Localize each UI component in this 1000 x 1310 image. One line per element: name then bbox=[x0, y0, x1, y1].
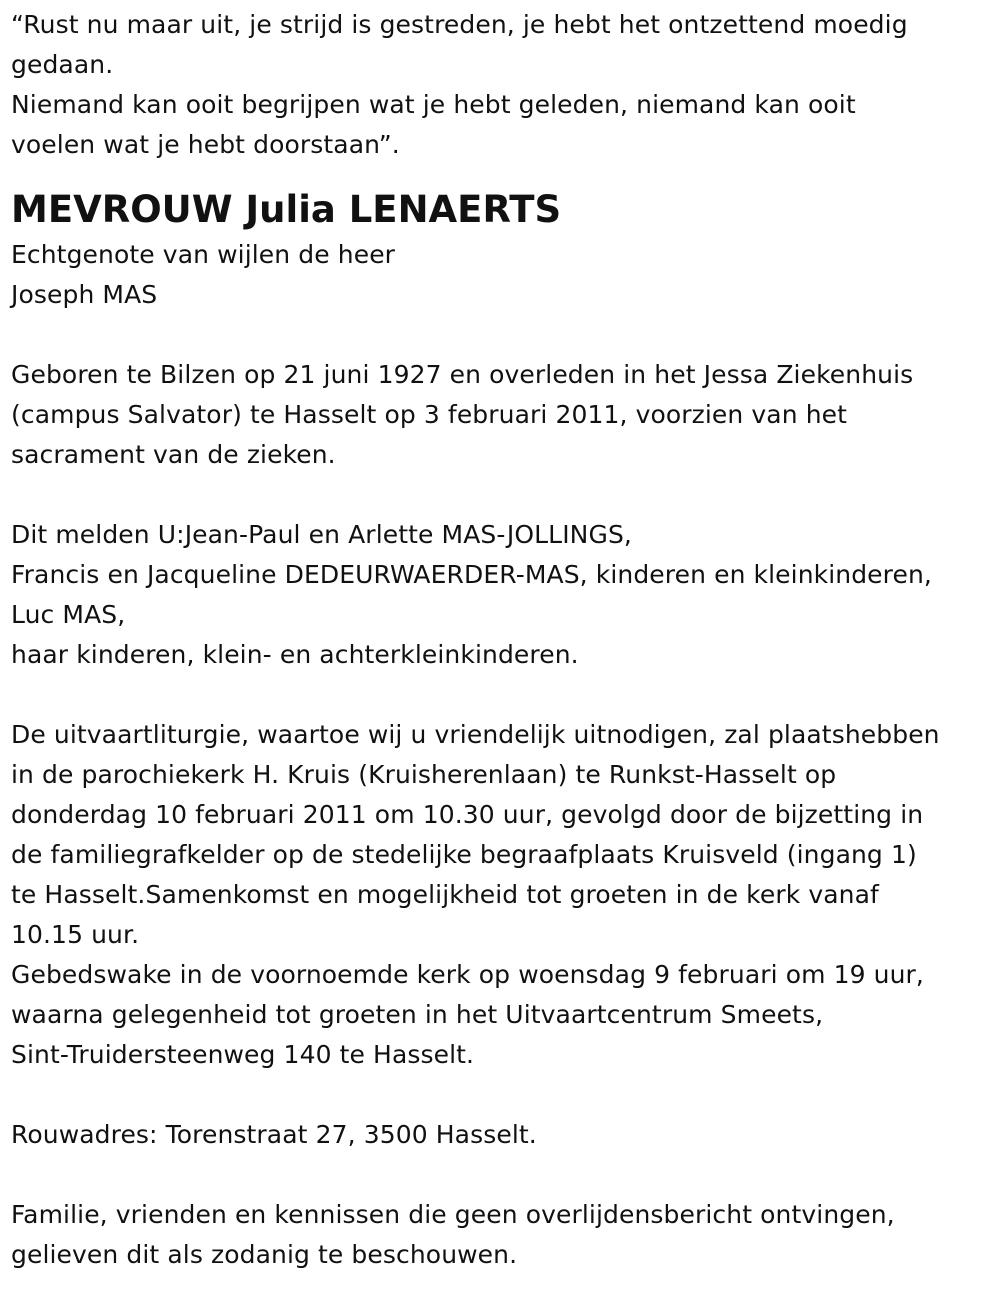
family-line: Francis en Jacqueline DEDEURWAERDER-MAS, kinderen en kleinkinderen, bbox=[11, 560, 932, 589]
spacer bbox=[11, 165, 991, 185]
family-block bbox=[11, 515, 991, 675]
funeral-block bbox=[11, 715, 991, 1075]
funeral-line: in de parochiekerk H. Kruis (Kruisherenlaan) te Runkst-Hasselt op bbox=[11, 760, 837, 789]
funeral-line: donderdag 10 februari 2011 om 10.30 uur, gevolgd door de bijzetting in bbox=[11, 800, 924, 829]
birth-death-line: sacrament van de zieken. bbox=[11, 440, 336, 469]
closing-line: gelieven dit als zodanig te beschouwen. bbox=[11, 1240, 518, 1269]
spacer bbox=[11, 475, 991, 515]
quote-line: “Rust nu maar uit, je strijd is gestreden, je hebt het ontzettend moedig bbox=[11, 10, 908, 39]
family-line: Dit melden U:Jean-Paul en Arlette MAS-JOLLINGS, bbox=[11, 520, 632, 549]
family-line: haar kinderen, klein- en achterkleinkinderen. bbox=[11, 640, 579, 669]
closing-block bbox=[11, 1195, 991, 1275]
quote-line: gedaan. bbox=[11, 50, 114, 79]
funeral-line: te Hasselt.Samenkomst en mogelijkheid tot groeten in de kerk vanaf bbox=[11, 880, 879, 909]
funeral-line: 10.15 uur. bbox=[11, 920, 140, 949]
address-line: Rouwadres: Torenstraat 27, 3500 Hasselt. bbox=[11, 1120, 537, 1149]
quote-line: Niemand kan ooit begrijpen wat je hebt geleden, niemand kan ooit bbox=[11, 90, 856, 119]
address-block bbox=[11, 1115, 991, 1155]
spacer bbox=[11, 1075, 991, 1115]
funeral-line: Gebedswake in de voornoemde kerk op woensdag 9 februari om 19 uur, bbox=[11, 960, 924, 989]
funeral-line: de familiegrafkelder op de stedelijke begraafplaats Kruisveld (ingang 1) bbox=[11, 840, 917, 869]
obituary-notice bbox=[11, 5, 991, 1275]
spacer bbox=[11, 1155, 991, 1195]
spouse-block bbox=[11, 235, 991, 315]
birth-death-line: (campus Salvator) te Hasselt op 3 februari 2011, voorzien van het bbox=[11, 400, 848, 429]
funeral-line: waarna gelegenheid tot groeten in het Uitvaartcentrum Smeets, bbox=[11, 1000, 824, 1029]
spacer bbox=[11, 675, 991, 715]
deceased-name-title: MEVROUW Julia LENAERTS bbox=[11, 188, 562, 231]
funeral-line: Sint-Truidersteenweg 140 te Hasselt. bbox=[11, 1040, 475, 1069]
spouse-line: Echtgenote van wijlen de heer bbox=[11, 240, 396, 269]
funeral-line: De uitvaartliturgie, waartoe wij u vriendelijk uitnodigen, zal plaatshebben bbox=[11, 720, 940, 749]
quote-block bbox=[11, 5, 991, 165]
spouse-line: Joseph MAS bbox=[11, 280, 158, 309]
birth-death-line: Geboren te Bilzen op 21 juni 1927 en overleden in het Jessa Ziekenhuis bbox=[11, 360, 914, 389]
closing-line: Familie, vrienden en kennissen die geen overlijdensbericht ontvingen, bbox=[11, 1200, 895, 1229]
birth-death-block bbox=[11, 355, 991, 475]
spacer bbox=[11, 315, 991, 355]
family-line: Luc MAS, bbox=[11, 600, 126, 629]
quote-line: voelen wat je hebt doorstaan”. bbox=[11, 130, 400, 159]
